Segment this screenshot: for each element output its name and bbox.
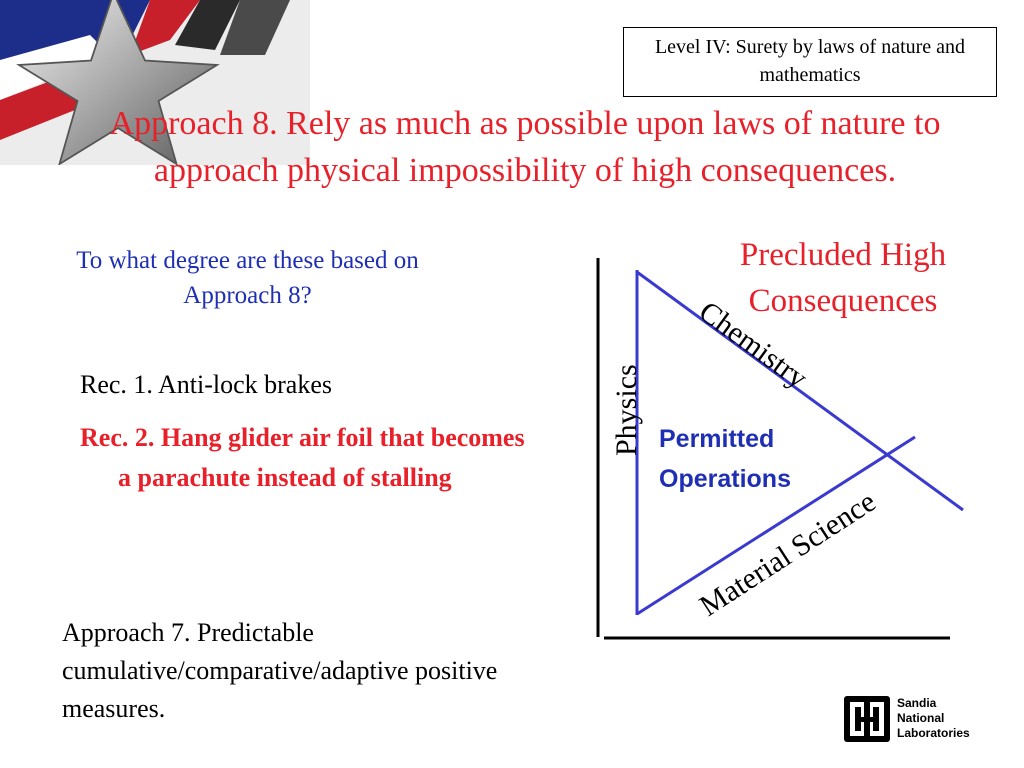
chemistry-label: Chemistry bbox=[692, 294, 814, 396]
sandia-text-line1: Sandia bbox=[897, 696, 937, 710]
approach-7-text: Approach 7. Predictable cumulative/comparative/adaptive positive measures. bbox=[62, 618, 498, 723]
material-science-label: Material Science bbox=[693, 484, 882, 623]
triangle-diagram bbox=[570, 240, 1010, 660]
question-text: To what degree are these based on Approach 8? bbox=[76, 247, 419, 309]
sandia-text-line2: National bbox=[897, 711, 945, 725]
level-label-box: Level IV: Surety by laws of nature and mathematics bbox=[623, 27, 997, 97]
permitted-label-line1: Permitted bbox=[659, 425, 775, 453]
recommendation-1: Rec. 1. Anti-lock brakes bbox=[80, 370, 332, 399]
permitted-label-line2: Operations bbox=[659, 465, 791, 493]
physics-label: Physics bbox=[610, 364, 643, 456]
precluded-label: Precluded High Consequences bbox=[739, 237, 947, 319]
sandia-logo bbox=[840, 690, 975, 750]
sandia-text-line3: Laboratories bbox=[897, 726, 970, 740]
slide-title: Approach 8. Rely as much as possible upon laws of nature to approach physical impossibility of high consequences. bbox=[109, 105, 941, 189]
material-science-line bbox=[637, 437, 915, 614]
recommendation-2: Rec. 2. Hang glider air foil that becomes a parachute instead of stalling bbox=[80, 423, 525, 492]
